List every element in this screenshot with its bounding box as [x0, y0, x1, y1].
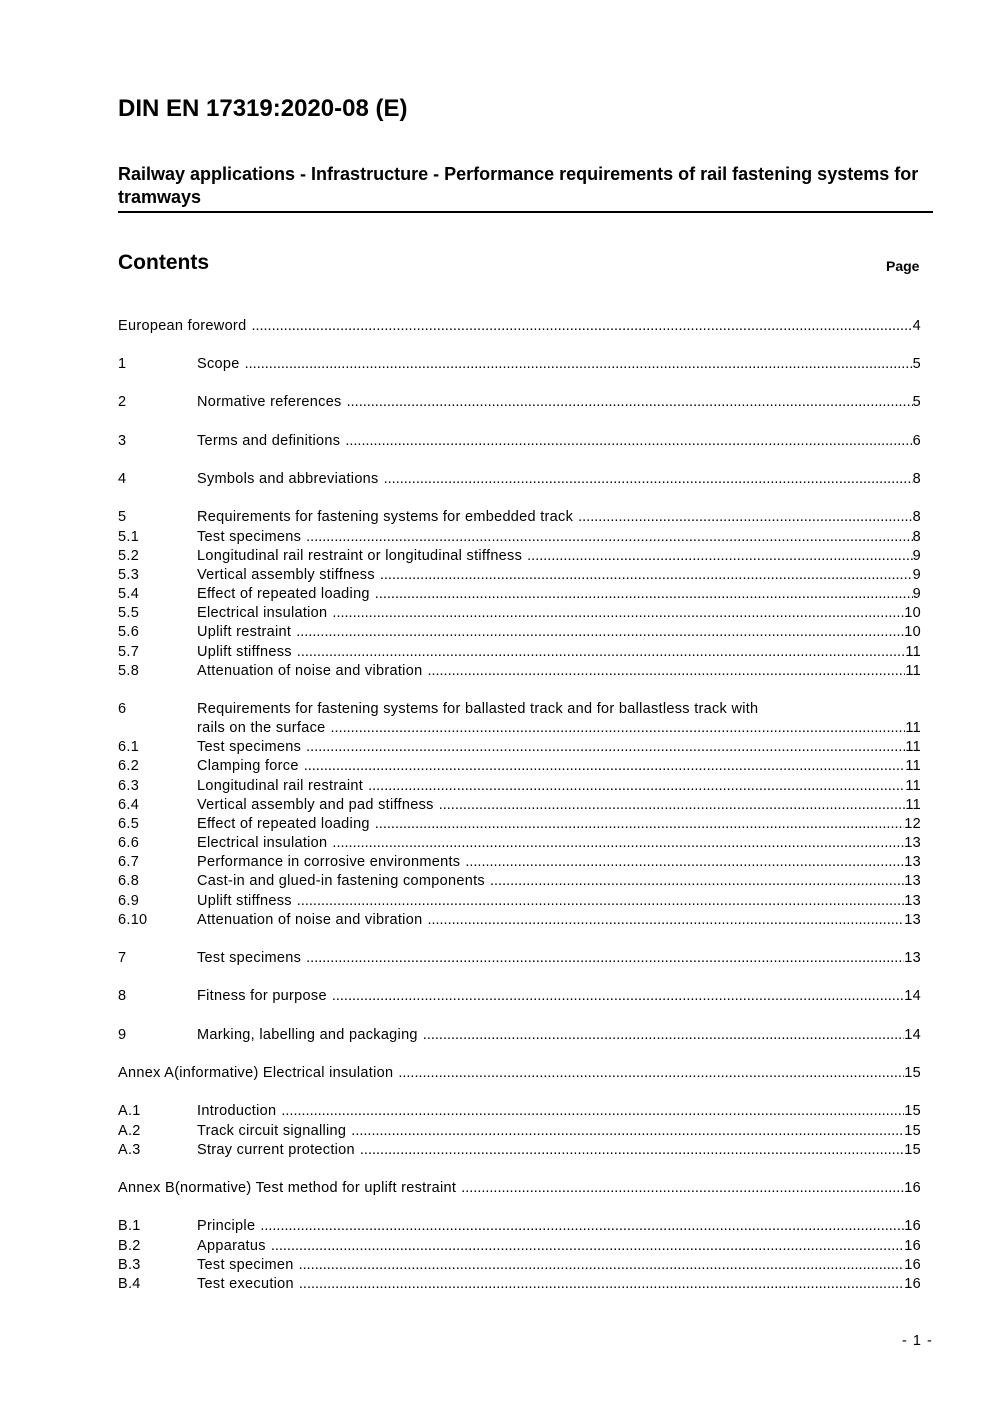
- toc-entry-page: 13: [904, 950, 921, 966]
- dot-leader: [251, 316, 912, 336]
- toc-entry[interactable]: [118, 546, 921, 566]
- toc-entry-title: Marking, labelling and packaging: [197, 1027, 418, 1043]
- dot-leader: [368, 776, 905, 796]
- toc-entry[interactable]: [118, 756, 921, 776]
- toc-entry-page: 6: [912, 433, 921, 449]
- toc-entry[interactable]: [118, 431, 921, 451]
- toc-entry-number: 6.6: [118, 835, 140, 851]
- dot-leader: [578, 507, 912, 527]
- dot-leader: [360, 1140, 904, 1160]
- toc-entry-title: Test specimen: [197, 1257, 294, 1273]
- toc-entry-title: Performance in corrosive environments: [197, 854, 461, 870]
- dot-leader: [281, 1101, 904, 1121]
- dot-leader: [461, 1178, 904, 1198]
- toc-entry[interactable]: [118, 622, 921, 642]
- toc-entry[interactable]: [118, 891, 921, 911]
- toc-entry-number: 5.2: [118, 548, 140, 564]
- toc-entry-title: Longitudinal rail restraint or longitudinal stiffness: [197, 548, 523, 564]
- toc-entry[interactable]: [118, 814, 921, 834]
- toc-entry-number: A.3: [118, 1142, 141, 1158]
- toc-entry-title: Test specimens: [197, 950, 302, 966]
- dot-leader: [332, 986, 904, 1006]
- dot-leader: [347, 392, 913, 412]
- toc-entry-page: 11: [905, 644, 921, 660]
- toc-entry[interactable]: [118, 776, 921, 796]
- toc-entry-number: 5.3: [118, 567, 140, 583]
- dot-leader: [299, 1274, 904, 1294]
- toc-entry-page: 11: [905, 663, 921, 679]
- dot-leader: [271, 1236, 904, 1256]
- toc-entry-page: 11: [905, 720, 921, 736]
- toc-entry[interactable]: [118, 642, 921, 662]
- toc-entry[interactable]: [118, 661, 921, 681]
- toc-entry-title: Test execution: [197, 1276, 294, 1292]
- toc-entry-number: 6.1: [118, 739, 140, 755]
- dot-leader: [423, 1025, 904, 1045]
- toc-entry[interactable]: [118, 1216, 921, 1236]
- toc-entry[interactable]: [118, 354, 921, 374]
- dot-leader: [375, 584, 913, 604]
- toc-entry-title: Test specimens: [197, 529, 302, 545]
- toc-entry-title: Uplift stiffness: [197, 644, 292, 660]
- toc-entry-page: 12: [904, 816, 921, 832]
- dot-leader: [299, 1255, 905, 1275]
- toc-entry-title: Requirements for fastening systems for embedded track: [197, 509, 574, 525]
- toc-entry-page: 16: [904, 1218, 921, 1234]
- toc-entry-number: B.4: [118, 1276, 141, 1292]
- toc-entry-title: Clamping force: [197, 758, 299, 774]
- toc-entry-title: Track circuit signalling: [197, 1123, 347, 1139]
- dot-leader: [331, 718, 906, 738]
- contents-heading: Contents: [118, 251, 209, 274]
- dot-leader: [351, 1121, 904, 1141]
- toc-entry-number: 6.9: [118, 893, 140, 909]
- toc-entry-page: 13: [904, 873, 921, 889]
- toc-entry-number: 8: [118, 988, 127, 1004]
- toc-entry-title: rails on the surface: [197, 720, 326, 736]
- toc-entry-number: 5.6: [118, 624, 140, 640]
- dot-leader: [384, 469, 913, 489]
- dot-leader: [306, 948, 904, 968]
- toc-entry-page: 14: [904, 988, 921, 1004]
- toc-entry-page: 10: [904, 624, 921, 640]
- toc-entry-page: 16: [904, 1180, 921, 1196]
- toc-entry-number: 5.4: [118, 586, 140, 602]
- toc-entry-number: 5.1: [118, 529, 140, 545]
- toc-entry-title: Introduction: [197, 1103, 277, 1119]
- toc-entry-page: 15: [904, 1103, 921, 1119]
- page-column-label: Page: [886, 258, 920, 274]
- toc-entry[interactable]: [118, 1255, 921, 1275]
- dot-leader: [490, 871, 904, 891]
- toc-entry-number: A.1: [118, 1103, 141, 1119]
- document-subtitle: Railway applications - Infrastructure - Performance requirements of rail fastening systems for tramways: [118, 163, 933, 213]
- toc-entry[interactable]: [118, 1178, 921, 1198]
- toc-entry-title: Effect of repeated loading: [197, 586, 370, 602]
- toc-entry[interactable]: [118, 392, 921, 412]
- toc-entry-page: 11: [905, 758, 921, 774]
- toc-entry[interactable]: [118, 718, 921, 738]
- toc-entry-title: Electrical insulation: [197, 835, 328, 851]
- toc-entry[interactable]: [118, 871, 921, 891]
- dot-leader: [380, 565, 913, 585]
- toc-entry-title: Attenuation of noise and vibration: [197, 663, 423, 679]
- toc-entry-page: 11: [905, 778, 921, 794]
- toc-entry-page: 15: [904, 1142, 921, 1158]
- toc-entry[interactable]: [118, 316, 921, 336]
- dot-leader: [427, 661, 905, 681]
- page-number: - 1 -: [902, 1333, 933, 1349]
- dot-leader: [306, 527, 912, 547]
- dot-leader: [297, 642, 906, 662]
- toc-entry-number: 5: [118, 509, 127, 525]
- toc-entry-title: Annex B(normative) Test method for uplift restraint: [118, 1180, 457, 1196]
- toc-entry-title: Vertical assembly and pad stiffness: [197, 797, 434, 813]
- toc-entry-title: Scope: [197, 356, 240, 372]
- toc-entry-title: Test specimens: [197, 739, 302, 755]
- toc-entry[interactable]: [118, 507, 921, 527]
- toc-entry-number: 3: [118, 433, 127, 449]
- toc-entry-number: 5.8: [118, 663, 140, 679]
- dot-leader: [332, 603, 904, 623]
- toc-entry[interactable]: [118, 584, 921, 604]
- toc-entry-number: 6.8: [118, 873, 140, 889]
- dot-leader: [345, 431, 912, 451]
- toc-entry-number: 1: [118, 356, 127, 372]
- toc-entry[interactable]: [118, 1140, 921, 1160]
- toc-entry[interactable]: [118, 1025, 921, 1045]
- toc-entry-page: 13: [904, 912, 921, 928]
- toc-entry-page: 5: [912, 394, 921, 410]
- toc-entry-number: 5.5: [118, 605, 140, 621]
- toc-entry[interactable]: [118, 565, 921, 585]
- toc-entry-page: 10: [904, 605, 921, 621]
- toc-entry-number: B.2: [118, 1238, 141, 1254]
- toc-entry-page: 13: [904, 835, 921, 851]
- toc-entry-page: 11: [905, 739, 921, 755]
- toc-entry[interactable]: [118, 910, 921, 930]
- dot-leader: [306, 737, 905, 757]
- toc-entry-page: 15: [904, 1123, 921, 1139]
- dot-leader: [465, 852, 904, 872]
- toc-entry-number: 7: [118, 950, 127, 966]
- toc-entry-number: 2: [118, 394, 127, 410]
- toc-entry-number: 4: [118, 471, 127, 487]
- toc-entry-page: 5: [912, 356, 921, 372]
- dot-leader: [260, 1216, 904, 1236]
- toc-entry-number: A.2: [118, 1123, 141, 1139]
- toc-entry[interactable]: [118, 1121, 921, 1141]
- toc-entry-number: B.3: [118, 1257, 141, 1273]
- toc-entry[interactable]: [118, 469, 921, 489]
- toc-entry-title: Requirements for fastening systems for ballasted track and for ballastless track with: [197, 701, 759, 717]
- toc-entry-page: 14: [904, 1027, 921, 1043]
- toc-entry[interactable]: [118, 603, 921, 623]
- toc-entry-title: Fitness for purpose: [197, 988, 327, 1004]
- toc-entry[interactable]: [118, 527, 921, 547]
- toc-entry-number: 6.7: [118, 854, 140, 870]
- document-title: DIN EN 17319:2020-08 (E): [118, 95, 408, 122]
- toc-entry-page: 9: [912, 586, 921, 602]
- toc-entry[interactable]: [118, 1063, 921, 1083]
- toc-entry[interactable]: [118, 986, 921, 1006]
- dot-leader: [375, 814, 904, 834]
- toc-entry-title: Uplift stiffness: [197, 893, 292, 909]
- toc-entry-title: Uplift restraint: [197, 624, 292, 640]
- dot-leader: [245, 354, 913, 374]
- toc-entry-number: 6.3: [118, 778, 140, 794]
- toc-entry-title: Stray current protection: [197, 1142, 355, 1158]
- toc-entry[interactable]: [118, 699, 921, 719]
- toc-entry-page: 9: [912, 548, 921, 564]
- toc-entry-number: 6.2: [118, 758, 140, 774]
- toc-entry-page: 11: [905, 797, 921, 813]
- toc-entry-number: B.1: [118, 1218, 141, 1234]
- toc-entry-number: 6: [118, 701, 127, 717]
- toc-entry[interactable]: [118, 833, 921, 853]
- dot-leader: [304, 756, 906, 776]
- toc-entry[interactable]: [118, 1236, 921, 1256]
- toc-entry-title: Longitudinal rail restraint: [197, 778, 364, 794]
- toc-entry-page: 16: [904, 1257, 921, 1273]
- toc-entry-number: 6.4: [118, 797, 140, 813]
- toc-entry-page: 8: [912, 529, 921, 545]
- toc-entry-title: Vertical assembly stiffness: [197, 567, 375, 583]
- toc-entry[interactable]: [118, 795, 921, 815]
- toc-entry-page: 15: [904, 1065, 921, 1081]
- toc-entry-title: Terms and definitions: [197, 433, 341, 449]
- toc-entry[interactable]: [118, 948, 921, 968]
- toc-entry-number: 6.10: [118, 912, 148, 928]
- toc-entry-title: Normative references: [197, 394, 342, 410]
- toc-entry-page: 13: [904, 893, 921, 909]
- toc-entry-title: Principle: [197, 1218, 256, 1234]
- toc-entry-page: 9: [912, 567, 921, 583]
- toc-entry-page: 13: [904, 854, 921, 870]
- toc-entry-page: 8: [912, 471, 921, 487]
- toc-entry-title: Electrical insulation: [197, 605, 328, 621]
- toc-entry-title: Annex A(informative) Electrical insulation: [118, 1065, 394, 1081]
- toc-entry-title: Symbols and abbreviations: [197, 471, 379, 487]
- toc-entry-title: Apparatus: [197, 1238, 266, 1254]
- toc-entry-page: 8: [912, 509, 921, 525]
- toc-entry-title: Cast-in and glued-in fastening components: [197, 873, 485, 889]
- toc-entry-page: 16: [904, 1238, 921, 1254]
- toc-entry-title: Effect of repeated loading: [197, 816, 370, 832]
- dot-leader: [332, 833, 904, 853]
- toc-entry-number: 9: [118, 1027, 127, 1043]
- toc-entry[interactable]: [118, 852, 921, 872]
- toc-entry-number: 6.5: [118, 816, 140, 832]
- toc-entry[interactable]: [118, 1101, 921, 1121]
- dot-leader: [439, 795, 906, 815]
- toc-entry-title: Attenuation of noise and vibration: [197, 912, 423, 928]
- toc-entry[interactable]: [118, 737, 921, 757]
- toc-entry[interactable]: [118, 1274, 921, 1294]
- toc-entry-page: 16: [904, 1276, 921, 1292]
- dot-leader: [427, 910, 904, 930]
- toc-entry-title: European foreword: [118, 318, 247, 334]
- toc-entry-number: 5.7: [118, 644, 140, 660]
- dot-leader: [527, 546, 912, 566]
- dot-leader: [297, 891, 904, 911]
- dot-leader: [398, 1063, 904, 1083]
- dot-leader: [296, 622, 904, 642]
- toc-entry-page: 4: [912, 318, 921, 334]
